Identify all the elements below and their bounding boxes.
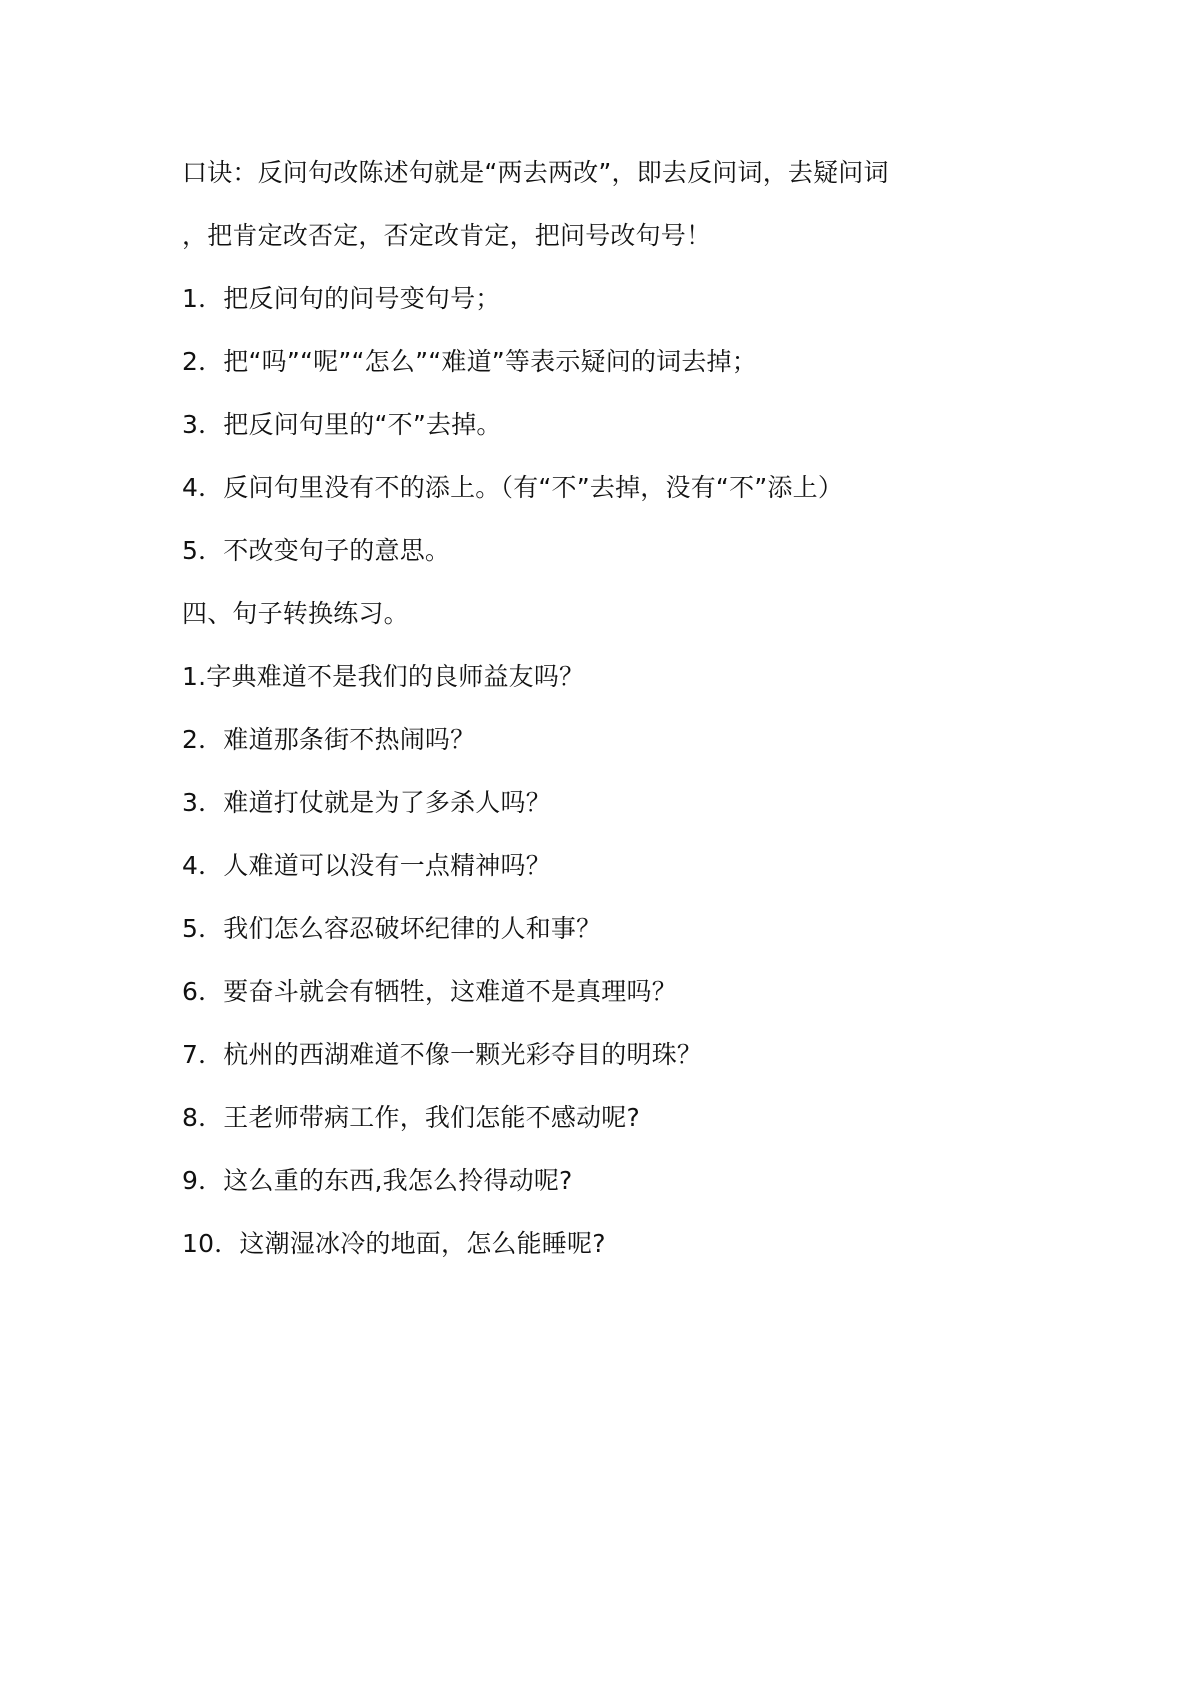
exercise-item-5: 5．我们怎么容忍破坏纪律的人和事？ [182, 914, 602, 943]
exercise-item-1: 1.字典难道不是我们的良师益友吗？ [182, 662, 585, 691]
exercise-item-6: 6．要奋斗就会有牺牲，这难道不是真理吗？ [182, 977, 677, 1006]
rule-item-3: 3．把反问句里的“不”去掉。 [182, 410, 502, 439]
exercise-item-10: 10．这潮湿冰冷的地面，怎么能睡呢? [182, 1229, 606, 1258]
rule-item-1: 1．把反问句的问号变句号； [182, 284, 501, 313]
document-body [182, 158, 1022, 1292]
exercise-item-2: 2．难道那条街不热闹吗？ [182, 725, 476, 754]
mnemonic-line-1: 口诀：反问句改陈述句就是“两去两改”，即去反问词，去疑问词 [182, 158, 889, 187]
exercise-item-7: 7．杭州的西湖难道不像一颗光彩夺目的明珠？ [182, 1040, 703, 1069]
mnemonic-line-2: ，把肯定改否定，否定改肯定，把问号改句号！ [182, 221, 712, 250]
section-heading: 四、句子转换练习。 [182, 599, 409, 628]
exercise-item-4: 4．人难道可以没有一点精神吗？ [182, 851, 551, 880]
exercise-item-8: 8．王老师带病工作，我们怎能不感动呢? [182, 1103, 640, 1132]
rule-item-2: 2．把“吗”“呢”“怎么”“难道”等表示疑问的词去掉； [182, 347, 757, 376]
rule-item-5: 5．不改变句子的意思。 [182, 536, 451, 565]
rule-item-4: 4．反问句里没有不的添上。（有“不”去掉，没有“不”添上） [182, 473, 844, 502]
exercise-item-9: 9．这么重的东西,我怎么拎得动呢? [182, 1166, 573, 1195]
exercise-item-3: 3．难道打仗就是为了多杀人吗？ [182, 788, 551, 817]
